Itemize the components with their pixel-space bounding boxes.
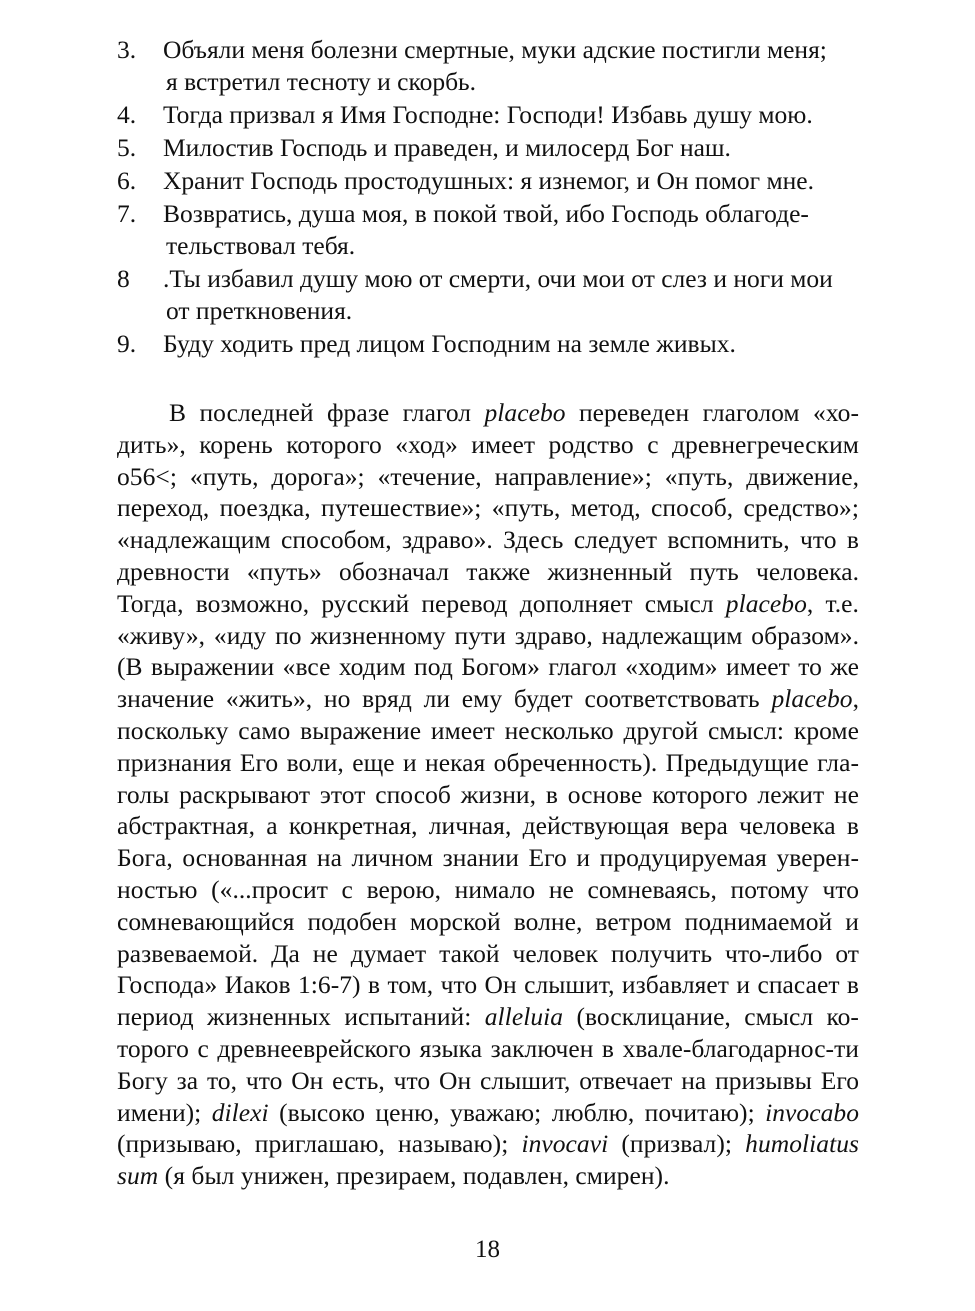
verse-number: 7. [117, 199, 137, 228]
verse-continuation: от преткновения. [166, 296, 353, 325]
text-run: , поскольку само выражение имеет несколько другой смысл: кроме признания Его воли, еще и некая обреченность). Предыдущие гла-голы раскрывают этот способ жизни, в основе которого лежит не абстрактная, а конкретная, личная, действующая вера человека в Бога, основанная на личном знании Его и продуцируемая уверен-ностью («...просит с верою, нимало не сомневаясь, потому что сомневающийся подобен морской волне, ветром поднимаемой и развеваемой. Да не думает такой человек получить что-либо от Господа» Иаков 1:6-7) в том, что Он слышит, избавляет и спасает в период жизненных испытаний: [117, 684, 859, 1032]
verse-item [117, 34, 859, 98]
verse-line: .Ты избавил душу мою от смерти, очи мои от слез и ноги мои [163, 264, 833, 293]
page-number: 18 [475, 1236, 500, 1263]
latin-term: humoliatus sum [117, 1129, 859, 1191]
text-run: (восклицание, смысл ко-торого с древнееврейского языка заключен в хвале-благодарнос-ти Богу за то, что Он есть, что Он слышит, отвечает на призывы Его имени); [117, 1002, 859, 1127]
verse-number: 3. [117, 35, 137, 64]
verse-number: 8 [117, 264, 130, 293]
verse-line: Тогда призвал я Имя Господне: Господи! Избавь душу мою. [163, 100, 813, 129]
latin-term: placebo [484, 398, 566, 427]
verse-line: Хранит Господь простодушных: я изнемог, и Он помог мне. [163, 166, 814, 195]
verse-item [117, 263, 859, 327]
latin-term: dilexi [211, 1097, 269, 1127]
commentary-paragraph [117, 397, 859, 1192]
verse-text [163, 132, 859, 164]
verse-continuation: я встретил тесноту и скорбь. [166, 67, 477, 96]
page-content [117, 34, 859, 1217]
verse-item [117, 132, 859, 164]
verse-line: Милостив Господь и праведен, и милосерд Бог наш. [163, 133, 731, 162]
verse-number: 4. [117, 100, 137, 129]
verse-list [117, 34, 859, 360]
text-run: (я был унижен, презираем, подавлен, смирен). [158, 1161, 670, 1191]
verse-text [163, 198, 859, 262]
text-run: переведен глаголом «хо-дить», корень которого «ход» имеет родство с древнегреческим о56<; «путь, дорога»; «течение, направление»; «путь, движение, переход, поездка, путешествие»; «путь, метод, способ, средство»; «надлежащим способом, здраво». Здесь следует вспомнить, что в древности «путь» обозначал также жизненный путь человека. Тогда, возможно, русский перевод дополняет смысл [117, 398, 859, 618]
latin-term: invocavi [521, 1129, 609, 1159]
verse-line: Объяли меня болезни смертные, муки адские постигли меня; [163, 35, 827, 64]
verse-line: Возвратись, душа моя, в покой твой, ибо Господь облагоде- [163, 199, 809, 228]
verse-item [117, 165, 859, 197]
verse-item [117, 328, 859, 360]
verse-item [117, 99, 859, 131]
verse-number: 5. [117, 133, 137, 162]
verse-line: Буду ходить пред лицом Господним на земле живых. [163, 329, 736, 358]
latin-term: invocabo [765, 1097, 859, 1127]
verse-text [163, 165, 859, 197]
verse-text [163, 34, 859, 98]
text-run: (призвал); [608, 1129, 746, 1159]
latin-term: placebo [725, 588, 807, 618]
text-run: , т.е. «живу», «иду по жизненному пути здраво, надлежащим образом». (В выражении «все ходим под Богом» глагол «ходим» имеет то же значение «жить», но вряд ли ему будет соответствовать [117, 588, 859, 714]
text-run: В последней фразе глагол [169, 398, 485, 427]
verse-item [117, 198, 859, 262]
verse-continuation: тельствовал тебя. [166, 231, 356, 260]
latin-term: alleluia [484, 1002, 564, 1032]
text-run: (высоко ценю, уважаю; люблю, почитаю); [268, 1097, 766, 1127]
verse-number: 6. [117, 166, 137, 195]
verse-text [163, 263, 859, 327]
text-run: (призываю, приглашаю, называю); [117, 1129, 522, 1159]
verse-number: 9. [117, 329, 137, 358]
latin-term: placebo [771, 684, 853, 714]
verse-text [163, 99, 859, 131]
verse-text [163, 328, 859, 360]
